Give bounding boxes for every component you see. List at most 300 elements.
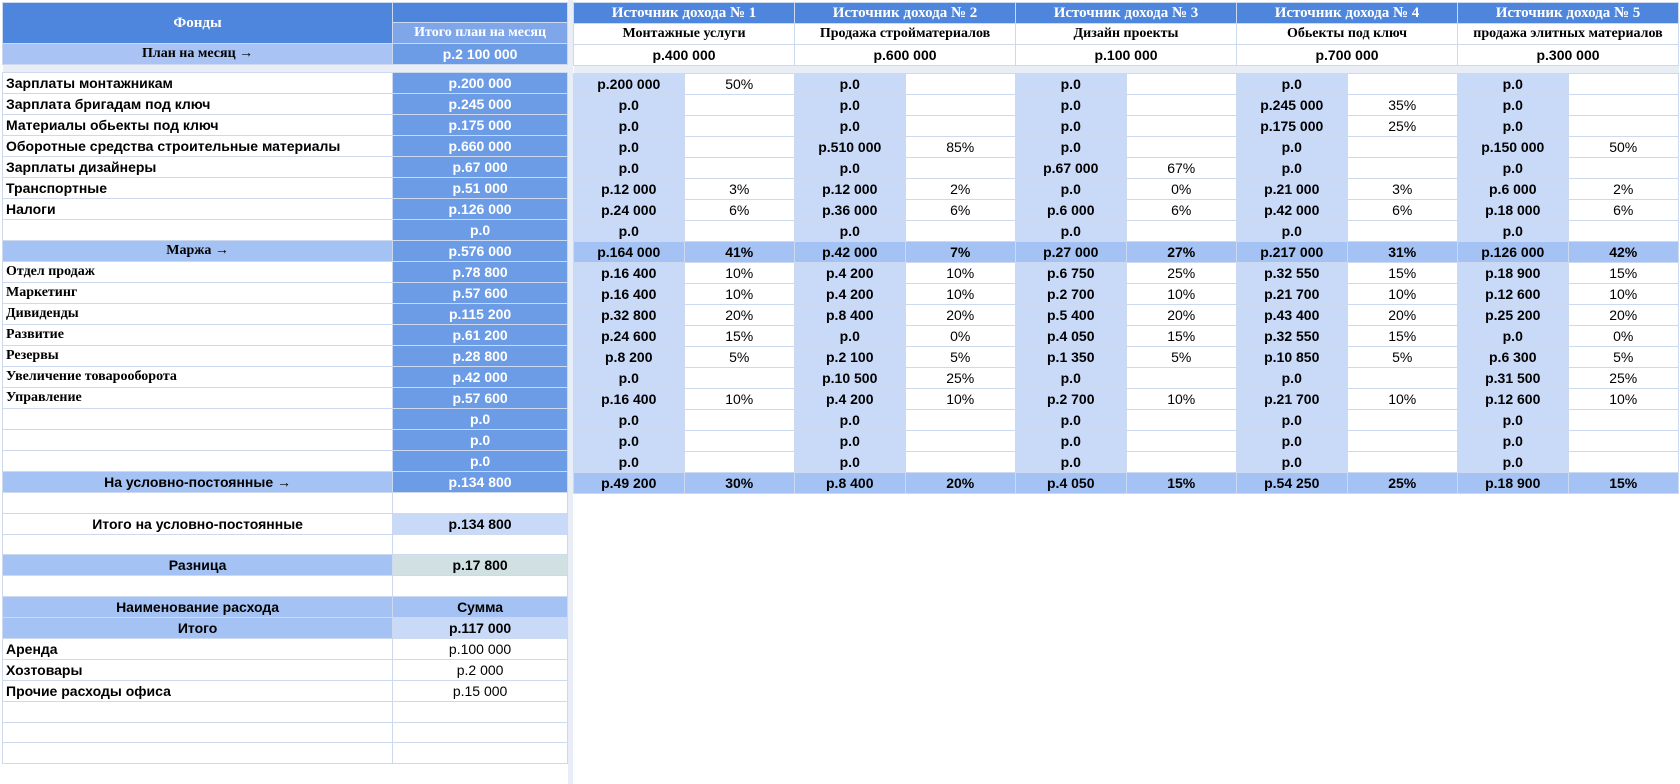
table-row — [3, 660, 568, 681]
row-label[interactable]: Отдел продаж — [3, 262, 393, 283]
percent-cell[interactable] — [905, 431, 1016, 452]
amount-cell[interactable]: р.32 550 — [1237, 263, 1348, 284]
table-row — [574, 24, 1679, 45]
source-title[interactable]: Источник дохода № 2 — [795, 3, 1016, 24]
percent-cell[interactable]: 20% — [905, 305, 1016, 326]
row-total[interactable]: р.175 000 — [393, 115, 568, 136]
amount-cell[interactable]: р.4 200 — [795, 263, 906, 284]
percent-cell[interactable] — [1568, 116, 1679, 137]
percent-cell[interactable] — [684, 116, 795, 137]
row-total[interactable]: р.67 000 — [393, 157, 568, 178]
row-label[interactable]: Дивиденды — [3, 304, 393, 325]
percent-cell[interactable]: 20% — [1126, 305, 1237, 326]
empty-cell[interactable] — [393, 576, 568, 597]
percent-cell[interactable] — [905, 116, 1016, 137]
percent-cell[interactable]: 10% — [1126, 389, 1237, 410]
percent-cell[interactable]: 67% — [1126, 158, 1237, 179]
empty-cell[interactable] — [3, 702, 393, 723]
funds-header[interactable]: Фонды — [3, 3, 393, 44]
empty-cell[interactable] — [3, 534, 393, 555]
percent-cell[interactable] — [684, 158, 795, 179]
table-row — [3, 409, 568, 430]
amount-cell[interactable]: р.12 000 — [795, 179, 906, 200]
percent-cell[interactable] — [1126, 221, 1237, 242]
row-label[interactable]: Управление — [3, 388, 393, 409]
percent-cell[interactable] — [1347, 137, 1458, 158]
amount-cell[interactable]: р.0 — [1458, 116, 1569, 137]
expense-value[interactable]: р.100 000 — [393, 639, 568, 660]
amount-cell[interactable]: р.0 — [795, 95, 906, 116]
percent-cell[interactable]: 10% — [905, 389, 1016, 410]
amount-cell[interactable]: р.2 100 — [795, 347, 906, 368]
amount-cell[interactable]: р.6 000 — [1016, 200, 1127, 221]
amount-cell[interactable]: р.0 — [1458, 158, 1569, 179]
margin-amount[interactable]: р.217 000 — [1237, 242, 1348, 263]
percent-cell[interactable]: 6% — [1126, 200, 1237, 221]
amount-cell[interactable]: р.21 700 — [1237, 284, 1348, 305]
row-label[interactable]: Резервы — [3, 346, 393, 367]
row-label[interactable]: Увеличение товарооборота — [3, 367, 393, 388]
row-label[interactable]: Развитие — [3, 325, 393, 346]
amount-cell[interactable]: р.175 000 — [1237, 116, 1348, 137]
empty-cell[interactable] — [393, 722, 568, 743]
amount-cell[interactable]: р.16 400 — [574, 284, 685, 305]
row-total[interactable]: р.0 — [393, 220, 568, 241]
percent-cell[interactable]: 10% — [1126, 284, 1237, 305]
percent-cell[interactable]: 25% — [1568, 368, 1679, 389]
amount-cell[interactable]: р.21 700 — [1237, 389, 1348, 410]
source-title[interactable]: Источник дохода № 5 — [1458, 3, 1679, 24]
amount-cell[interactable]: р.0 — [1237, 221, 1348, 242]
amount-cell[interactable]: р.0 — [1458, 410, 1569, 431]
expense-label[interactable]: Прочие расходы офиса — [3, 681, 393, 702]
amount-cell[interactable]: р.0 — [574, 452, 685, 473]
source-plan[interactable]: р.400 000 — [574, 45, 795, 66]
percent-cell[interactable]: 25% — [1126, 263, 1237, 284]
row-total[interactable]: р.78 800 — [393, 262, 568, 283]
amount-cell[interactable]: р.4 050 — [1016, 326, 1127, 347]
amount-cell[interactable]: р.1 350 — [1016, 347, 1127, 368]
percent-cell[interactable] — [1126, 368, 1237, 389]
empty-cell[interactable] — [393, 702, 568, 723]
fixed-amount[interactable]: р.8 400 — [795, 473, 906, 494]
percent-cell[interactable]: 15% — [684, 326, 795, 347]
percent-cell[interactable] — [1126, 116, 1237, 137]
amount-cell[interactable]: р.16 400 — [574, 389, 685, 410]
row-total[interactable]: р.126 000 — [393, 199, 568, 220]
percent-cell[interactable] — [1568, 95, 1679, 116]
amount-cell[interactable]: р.42 000 — [1237, 200, 1348, 221]
amount-cell[interactable]: р.0 — [795, 326, 906, 347]
amount-cell[interactable]: р.0 — [1016, 410, 1127, 431]
source-name[interactable]: Продажа стройматериалов — [795, 24, 1016, 45]
percent-cell[interactable] — [1347, 158, 1458, 179]
amount-cell[interactable]: р.32 800 — [574, 305, 685, 326]
amount-cell[interactable]: р.0 — [1237, 452, 1348, 473]
percent-cell[interactable]: 5% — [1347, 347, 1458, 368]
amount-cell[interactable]: р.0 — [795, 221, 906, 242]
expense-label[interactable]: Хозтовары — [3, 660, 393, 681]
row-total[interactable]: р.245 000 — [393, 94, 568, 115]
amount-cell[interactable]: р.0 — [795, 431, 906, 452]
percent-cell[interactable] — [905, 221, 1016, 242]
percent-cell[interactable] — [1568, 74, 1679, 95]
row-total[interactable]: р.200 000 — [393, 73, 568, 94]
row-label[interactable] — [3, 220, 393, 241]
row-total[interactable]: р.115 200 — [393, 304, 568, 325]
percent-cell[interactable] — [1568, 158, 1679, 179]
amount-cell[interactable]: р.0 — [574, 158, 685, 179]
fixed-percent[interactable]: 15% — [1126, 473, 1237, 494]
amount-cell[interactable]: р.0 — [1016, 137, 1127, 158]
row-total[interactable]: р.57 600 — [393, 388, 568, 409]
amount-cell[interactable]: р.18 000 — [1458, 200, 1569, 221]
amount-cell[interactable]: р.0 — [1458, 221, 1569, 242]
row-total[interactable]: р.61 200 — [393, 325, 568, 346]
table-row — [3, 681, 568, 702]
percent-cell[interactable]: 20% — [684, 305, 795, 326]
margin-amount[interactable]: р.42 000 — [795, 242, 906, 263]
fixed-amount[interactable]: р.4 050 — [1016, 473, 1127, 494]
blank-header-cell[interactable] — [393, 3, 568, 23]
amount-cell[interactable]: р.0 — [1458, 326, 1569, 347]
amount-cell[interactable]: р.0 — [574, 368, 685, 389]
amount-cell[interactable]: р.0 — [1016, 74, 1127, 95]
percent-cell[interactable] — [684, 95, 795, 116]
margin-total[interactable]: р.576 000 — [393, 241, 568, 262]
percent-cell[interactable] — [1568, 221, 1679, 242]
total-plan-header[interactable]: Итого план на месяц — [393, 23, 568, 44]
percent-cell[interactable] — [684, 137, 795, 158]
percent-cell[interactable]: 20% — [1568, 305, 1679, 326]
percent-cell[interactable]: 6% — [1568, 200, 1679, 221]
amount-cell[interactable]: р.0 — [1237, 158, 1348, 179]
source-name[interactable]: Обьекты под ключ — [1237, 24, 1458, 45]
percent-cell[interactable]: 10% — [905, 263, 1016, 284]
percent-cell[interactable] — [905, 452, 1016, 473]
empty-cell[interactable] — [393, 534, 568, 555]
row-total[interactable]: р.660 000 — [393, 136, 568, 157]
percent-cell[interactable]: 3% — [684, 179, 795, 200]
percent-cell[interactable]: 0% — [905, 326, 1016, 347]
amount-cell[interactable]: р.21 000 — [1237, 179, 1348, 200]
fixed-percent[interactable]: 15% — [1568, 473, 1679, 494]
percent-cell[interactable] — [1568, 452, 1679, 473]
margin-percent[interactable]: 27% — [1126, 242, 1237, 263]
amount-cell[interactable]: р.0 — [795, 452, 906, 473]
expense-value[interactable]: р.15 000 — [393, 681, 568, 702]
amount-cell[interactable]: р.0 — [1016, 221, 1127, 242]
percent-cell[interactable]: 25% — [1347, 116, 1458, 137]
amount-cell[interactable]: р.2 700 — [1016, 389, 1127, 410]
percent-cell[interactable]: 6% — [1347, 200, 1458, 221]
percent-cell[interactable] — [1347, 431, 1458, 452]
amount-cell[interactable]: р.5 400 — [1016, 305, 1127, 326]
margin-percent[interactable]: 31% — [1347, 242, 1458, 263]
table-row — [574, 116, 1679, 137]
amount-cell[interactable]: р.0 — [795, 74, 906, 95]
row-total[interactable]: р.0 — [393, 430, 568, 451]
amount-cell[interactable]: р.16 400 — [574, 263, 685, 284]
margin-percent[interactable]: 42% — [1568, 242, 1679, 263]
percent-cell[interactable]: 10% — [1568, 284, 1679, 305]
percent-cell[interactable]: 2% — [1568, 179, 1679, 200]
amount-cell[interactable]: р.43 400 — [1237, 305, 1348, 326]
table-row — [574, 74, 1679, 95]
margin-amount[interactable]: р.164 000 — [574, 242, 685, 263]
amount-cell[interactable]: р.0 — [1458, 431, 1569, 452]
amount-cell[interactable]: р.4 200 — [795, 284, 906, 305]
source-title[interactable]: Источник дохода № 1 — [574, 3, 795, 24]
empty-cell[interactable] — [393, 743, 568, 764]
percent-cell[interactable]: 15% — [1568, 263, 1679, 284]
percent-cell[interactable]: 10% — [1347, 389, 1458, 410]
amount-cell[interactable]: р.31 500 — [1458, 368, 1569, 389]
table-row — [574, 242, 1679, 263]
row-label[interactable]: Материалы обьекты под ключ — [3, 115, 393, 136]
amount-cell[interactable]: р.18 900 — [1458, 263, 1569, 284]
amount-cell[interactable]: р.32 550 — [1237, 326, 1348, 347]
row-label[interactable]: Зарплата бригадам под ключ — [3, 94, 393, 115]
fixed-sum-value[interactable]: р.134 800 — [393, 513, 568, 534]
percent-cell[interactable] — [905, 95, 1016, 116]
percent-cell[interactable]: 15% — [1126, 326, 1237, 347]
source-plan[interactable]: р.100 000 — [1016, 45, 1237, 66]
percent-cell[interactable]: 6% — [684, 200, 795, 221]
row-label[interactable]: Зарплаты монтажникам — [3, 73, 393, 94]
percent-cell[interactable]: 5% — [905, 347, 1016, 368]
amount-cell[interactable]: р.0 — [795, 158, 906, 179]
source-name[interactable]: продажа элитных материалов — [1458, 24, 1679, 45]
percent-cell[interactable] — [1568, 431, 1679, 452]
amount-cell[interactable]: р.24 000 — [574, 200, 685, 221]
table-row — [3, 115, 568, 136]
amount-cell[interactable]: р.0 — [1458, 95, 1569, 116]
amount-cell[interactable]: р.2 700 — [1016, 284, 1127, 305]
percent-cell[interactable] — [684, 410, 795, 431]
amount-cell[interactable]: р.150 000 — [1458, 137, 1569, 158]
amount-cell[interactable]: р.25 200 — [1458, 305, 1569, 326]
percent-cell[interactable] — [684, 452, 795, 473]
percent-cell[interactable]: 25% — [905, 368, 1016, 389]
margin-percent[interactable]: 7% — [905, 242, 1016, 263]
amount-cell[interactable]: р.0 — [574, 410, 685, 431]
row-label[interactable]: Маркетинг — [3, 283, 393, 304]
percent-cell[interactable]: 5% — [684, 347, 795, 368]
percent-cell[interactable] — [905, 410, 1016, 431]
empty-cell[interactable] — [3, 722, 393, 743]
amount-cell[interactable]: р.36 000 — [795, 200, 906, 221]
empty-cell[interactable] — [393, 493, 568, 514]
percent-cell[interactable]: 10% — [684, 263, 795, 284]
source-name[interactable]: Дизайн проекты — [1016, 24, 1237, 45]
amount-cell[interactable]: р.12 000 — [574, 179, 685, 200]
fixed-amount[interactable]: р.49 200 — [574, 473, 685, 494]
amount-cell[interactable]: р.0 — [1237, 74, 1348, 95]
fixed-total[interactable]: р.134 800 — [393, 472, 568, 493]
amount-cell[interactable]: р.510 000 — [795, 137, 906, 158]
amount-cell[interactable]: р.12 600 — [1458, 284, 1569, 305]
amount-cell[interactable]: р.0 — [1016, 116, 1127, 137]
row-label[interactable] — [3, 451, 393, 472]
plan-total[interactable]: р.2 100 000 — [393, 44, 568, 65]
percent-cell[interactable]: 20% — [1347, 305, 1458, 326]
source-plan[interactable]: р.300 000 — [1458, 45, 1679, 66]
percent-cell[interactable] — [905, 74, 1016, 95]
amount-cell[interactable]: р.8 400 — [795, 305, 906, 326]
amount-cell[interactable]: р.0 — [574, 95, 685, 116]
percent-cell[interactable]: 10% — [1568, 389, 1679, 410]
amount-cell[interactable]: р.0 — [1016, 431, 1127, 452]
percent-cell[interactable]: 10% — [905, 284, 1016, 305]
row-total[interactable]: р.0 — [393, 451, 568, 472]
percent-cell[interactable] — [684, 431, 795, 452]
amount-cell[interactable]: р.0 — [574, 431, 685, 452]
percent-cell[interactable] — [1347, 74, 1458, 95]
fixed-sum-label[interactable]: Итого на условно-постоянные — [3, 513, 393, 534]
empty-cell[interactable] — [3, 743, 393, 764]
percent-cell[interactable] — [1347, 452, 1458, 473]
margin-amount[interactable]: р.126 000 — [1458, 242, 1569, 263]
percent-cell[interactable]: 85% — [905, 137, 1016, 158]
row-total[interactable]: р.42 000 — [393, 367, 568, 388]
empty-cell[interactable] — [3, 493, 393, 514]
expense-value[interactable]: р.2 000 — [393, 660, 568, 681]
percent-cell[interactable]: 2% — [905, 179, 1016, 200]
table-row — [574, 158, 1679, 179]
amount-cell[interactable]: р.0 — [1237, 431, 1348, 452]
percent-cell[interactable]: 10% — [684, 389, 795, 410]
amount-cell[interactable]: р.0 — [1016, 452, 1127, 473]
amount-cell[interactable]: р.24 600 — [574, 326, 685, 347]
amount-cell[interactable]: р.10 850 — [1237, 347, 1348, 368]
percent-cell[interactable] — [1126, 431, 1237, 452]
expense-total-label[interactable]: Итого — [3, 618, 393, 639]
source-plan[interactable]: р.600 000 — [795, 45, 1016, 66]
fixed-percent[interactable]: 20% — [905, 473, 1016, 494]
source-plan[interactable]: р.700 000 — [1237, 45, 1458, 66]
amount-cell[interactable]: р.10 500 — [795, 368, 906, 389]
row-label[interactable]: Транспортные — [3, 178, 393, 199]
fixed-percent[interactable]: 25% — [1347, 473, 1458, 494]
percent-cell[interactable] — [1126, 95, 1237, 116]
amount-cell[interactable]: р.12 600 — [1458, 389, 1569, 410]
percent-cell[interactable] — [1126, 452, 1237, 473]
empty-cell[interactable] — [3, 576, 393, 597]
amount-cell[interactable]: р.0 — [1016, 179, 1127, 200]
percent-cell[interactable] — [1568, 410, 1679, 431]
percent-cell[interactable]: 0% — [1568, 326, 1679, 347]
margin-amount[interactable]: р.27 000 — [1016, 242, 1127, 263]
amount-cell[interactable]: р.0 — [795, 410, 906, 431]
percent-cell[interactable]: 10% — [684, 284, 795, 305]
amount-cell[interactable]: р.200 000 — [574, 74, 685, 95]
expense-total-value[interactable]: р.117 000 — [393, 618, 568, 639]
margin-percent[interactable]: 41% — [684, 242, 795, 263]
amount-cell[interactable]: р.0 — [1458, 452, 1569, 473]
table-row — [574, 200, 1679, 221]
amount-cell[interactable]: р.8 200 — [574, 347, 685, 368]
percent-cell[interactable] — [1126, 410, 1237, 431]
percent-cell[interactable] — [1126, 137, 1237, 158]
amount-cell[interactable]: р.0 — [574, 221, 685, 242]
amount-cell[interactable]: р.0 — [1458, 74, 1569, 95]
percent-cell[interactable]: 3% — [1347, 179, 1458, 200]
diff-label[interactable]: Разница — [3, 555, 393, 576]
fixed-label[interactable]: На условно-постоянные → — [3, 472, 393, 493]
expense-sum-header[interactable]: Сумма — [393, 597, 568, 618]
expense-label[interactable]: Аренда — [3, 639, 393, 660]
percent-cell[interactable]: 0% — [1126, 179, 1237, 200]
source-title[interactable]: Источник дохода № 4 — [1237, 3, 1458, 24]
source-title[interactable]: Источник дохода № 3 — [1016, 3, 1237, 24]
amount-cell[interactable]: р.0 — [574, 137, 685, 158]
table-row — [574, 389, 1679, 410]
amount-cell[interactable]: р.0 — [1016, 368, 1127, 389]
table-row — [574, 410, 1679, 431]
amount-cell[interactable]: р.6 300 — [1458, 347, 1569, 368]
diff-value[interactable]: р.17 800 — [393, 555, 568, 576]
table-row — [3, 304, 568, 325]
plan-label[interactable]: План на месяц → — [3, 44, 393, 65]
percent-cell[interactable] — [1126, 74, 1237, 95]
expense-name-header[interactable]: Наименование расхода — [3, 597, 393, 618]
percent-cell[interactable]: 6% — [905, 200, 1016, 221]
row-label[interactable]: Налоги — [3, 199, 393, 220]
amount-cell[interactable]: р.0 — [795, 116, 906, 137]
amount-cell[interactable]: р.0 — [1237, 137, 1348, 158]
row-total[interactable]: р.0 — [393, 409, 568, 430]
fixed-amount[interactable]: р.18 900 — [1458, 473, 1569, 494]
percent-cell[interactable] — [1347, 410, 1458, 431]
amount-cell[interactable]: р.0 — [574, 116, 685, 137]
row-label[interactable] — [3, 430, 393, 451]
table-row — [574, 368, 1679, 389]
amount-cell[interactable]: р.6 750 — [1016, 263, 1127, 284]
fixed-amount[interactable]: р.54 250 — [1237, 473, 1348, 494]
row-total[interactable]: р.57 600 — [393, 283, 568, 304]
amount-cell[interactable]: р.0 — [1237, 368, 1348, 389]
percent-cell[interactable] — [684, 368, 795, 389]
percent-cell[interactable] — [1347, 221, 1458, 242]
percent-cell[interactable]: 15% — [1347, 326, 1458, 347]
amount-cell[interactable]: р.0 — [1237, 410, 1348, 431]
percent-cell[interactable]: 50% — [684, 74, 795, 95]
row-total[interactable]: р.51 000 — [393, 178, 568, 199]
row-total[interactable]: р.28 800 — [393, 346, 568, 367]
percent-cell[interactable]: 10% — [1347, 284, 1458, 305]
row-label[interactable]: Зарплаты дизайнеры — [3, 157, 393, 178]
row-label[interactable] — [3, 409, 393, 430]
margin-label[interactable]: Маржа → — [3, 241, 393, 262]
percent-cell[interactable] — [684, 221, 795, 242]
percent-cell[interactable] — [1347, 368, 1458, 389]
amount-cell[interactable]: р.6 000 — [1458, 179, 1569, 200]
amount-cell[interactable]: р.0 — [1016, 95, 1127, 116]
fixed-percent[interactable]: 30% — [684, 473, 795, 494]
percent-cell[interactable]: 50% — [1568, 137, 1679, 158]
source-name[interactable]: Монтажные услуги — [574, 24, 795, 45]
percent-cell[interactable]: 5% — [1568, 347, 1679, 368]
percent-cell[interactable]: 15% — [1347, 263, 1458, 284]
percent-cell[interactable] — [905, 158, 1016, 179]
row-label[interactable]: Оборотные средства строительные материалы — [3, 136, 393, 157]
amount-cell[interactable]: р.67 000 — [1016, 158, 1127, 179]
amount-cell[interactable]: р.4 200 — [795, 389, 906, 410]
percent-cell[interactable]: 35% — [1347, 95, 1458, 116]
percent-cell[interactable]: 5% — [1126, 347, 1237, 368]
amount-cell[interactable]: р.245 000 — [1237, 95, 1348, 116]
